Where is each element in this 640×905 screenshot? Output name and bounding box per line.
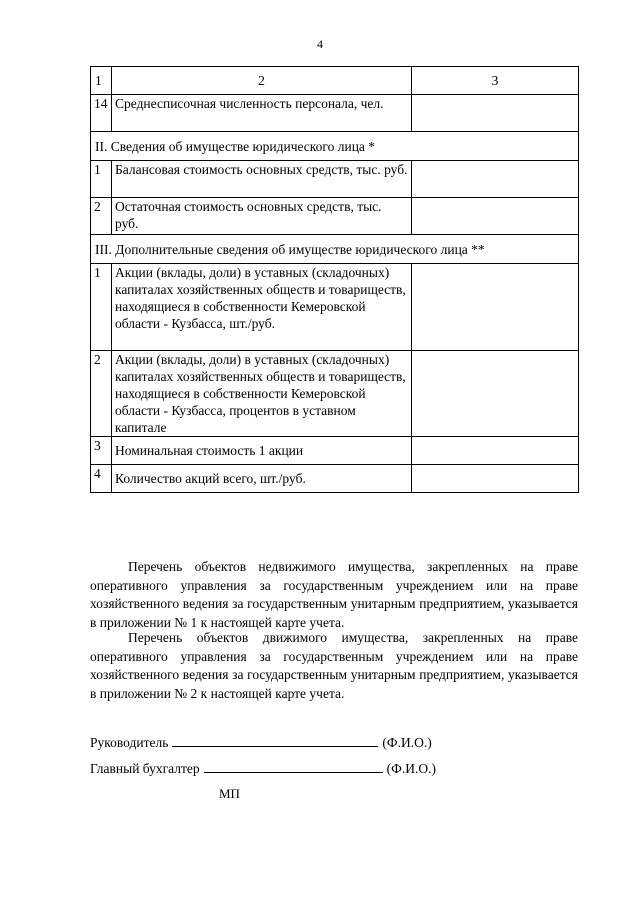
- row-label: Акции (вклады, доли) в уставных (складочных) капиталах хозяйственных обществ и товариществ, находящиеся в собственности Кемеровской области - Кузбасса, шт./руб.: [112, 264, 412, 351]
- head-name-hint: (Ф.И.О.): [382, 735, 432, 750]
- row-number: 14: [91, 95, 112, 132]
- accountant-name-hint: (Ф.И.О.): [386, 761, 436, 776]
- row-value: [412, 95, 579, 132]
- head-signature-line: [172, 733, 378, 747]
- table-row: [91, 161, 579, 198]
- paragraph-real-estate: Перечень объектов недвижимого имущества, закрепленных на праве оперативного управления за государственным учреждением или на праве хозяйственного ведения за государственным унитарным предприятием, указывается в приложении № 1 к настоящей карте учета.: [90, 559, 578, 630]
- table-row: [91, 264, 579, 351]
- table-row: [91, 437, 579, 465]
- table-header-row: [91, 67, 579, 95]
- row-label: Акции (вклады, доли) в уставных (складочных) капиталах хозяйственных обществ и товариществ, находящиеся в собственности Кемеровской области - Кузбасса, процентов в уставном капитале: [112, 351, 412, 437]
- section-header-row: [91, 235, 579, 264]
- stamp-placeholder: МП: [219, 786, 240, 801]
- row-label: Количество акций всего, шт./руб.: [112, 465, 412, 493]
- column-number-2: 2: [112, 67, 412, 95]
- section-title-property: II. Сведения об имуществе юридического лица *: [91, 132, 579, 161]
- row-value: [412, 198, 579, 235]
- table-row: [91, 465, 579, 493]
- section-title-additional: III. Дополнительные сведения об имуществе юридического лица **: [91, 235, 579, 264]
- column-number-3: 3: [412, 67, 579, 95]
- row-label: Балансовая стоимость основных средств, тыс. руб.: [112, 161, 412, 198]
- signature-head: [90, 733, 432, 752]
- accountant-signature-line: [204, 759, 383, 773]
- signature-accountant: [90, 759, 436, 778]
- row-number: 2: [91, 198, 112, 235]
- row-label: Остаточная стоимость основных средств, тыс. руб.: [112, 198, 412, 235]
- row-number: 3: [91, 437, 112, 465]
- row-number: 1: [91, 264, 112, 351]
- row-label: Среднесписочная численность персонала, чел.: [112, 95, 412, 132]
- table-row: [91, 198, 579, 235]
- column-number-1: 1: [91, 67, 112, 95]
- row-value: [412, 161, 579, 198]
- head-label: Руководитель: [90, 735, 169, 750]
- row-value: [412, 351, 579, 437]
- section-header-row: [91, 132, 579, 161]
- accountant-label: Главный бухгалтер: [90, 761, 200, 776]
- row-number: 1: [91, 161, 112, 198]
- page-number: 4: [317, 37, 323, 51]
- row-number: 2: [91, 351, 112, 437]
- row-value: [412, 437, 579, 465]
- row-number: 4: [91, 465, 112, 493]
- row-value: [412, 264, 579, 351]
- row-label: Номинальная стоимость 1 акции: [112, 437, 412, 465]
- paragraph-movable-property: Перечень объектов движимого имущества, закрепленных на праве оперативного управления за государственным учреждением или на праве хозяйственного ведения за государственным унитарным предприятием, указывается в приложении № 2 к настоящей карте учета.: [90, 630, 578, 701]
- table-row-14: [91, 95, 579, 132]
- table-row: [91, 351, 579, 437]
- row-value: [412, 465, 579, 493]
- registration-card-table: [90, 66, 579, 493]
